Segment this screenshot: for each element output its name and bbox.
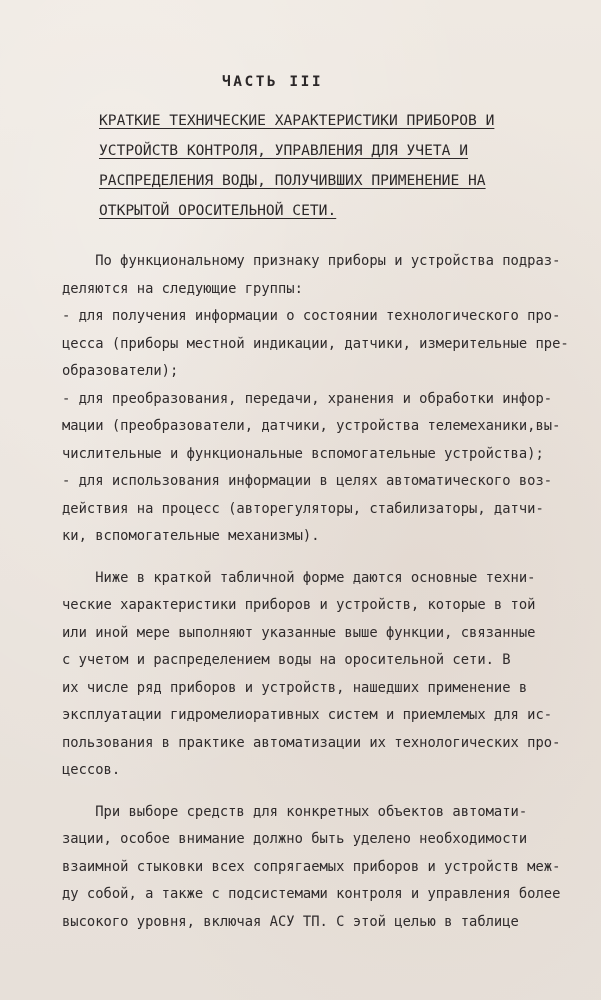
text-line: числительные и функциональные вспомогательные устройства); — [62, 445, 544, 462]
paragraph-characteristics — [62, 565, 562, 785]
text-line: с учетом и распределением воды на оросительной сети. В — [62, 652, 511, 668]
text-line: образователи); — [62, 363, 179, 379]
text-line: ки, вспомогательные механизмы). — [62, 528, 320, 544]
heading-line: КРАТКИЕ ТЕХНИЧЕСКИЕ ХАРАКТЕРИСТИКИ ПРИБОРОВ И — [99, 112, 495, 129]
heading-line: РАСПРЕДЕЛЕНИЯ ВОДЫ, ПОЛУЧИВШИХ ПРИМЕНЕНИЕ НА — [99, 172, 486, 189]
text-line: зации, особое внимание должно быть уделено необходимости — [62, 831, 528, 847]
paragraph-gap — [62, 551, 562, 565]
text-line: мации (преобразователи, датчики, устройства телемеханики,вы- — [62, 418, 561, 434]
text-line: взаимной стыковки всех сопрягаемых приборов и устройств меж- — [62, 858, 561, 875]
text-line: цессов. — [62, 762, 121, 778]
text-line: - для использования информации в целях автоматического воз- — [62, 473, 553, 489]
heading-line: УСТРОЙСТВ КОНТРОЛЯ, УПРАВЛЕНИЯ ДЛЯ УЧЕТА И — [99, 142, 469, 159]
heading-line: ОТКРЫТОЙ ОРОСИТЕЛЬНОЙ СЕТИ. — [99, 202, 337, 219]
text-line: Ниже в краткой табличной форме даются основные техни- — [62, 569, 536, 586]
text-line: их числе ряд приборов и устройств, нашедших применение в — [62, 679, 528, 696]
text-line: деляются на следующие группы: — [62, 280, 303, 297]
text-line: эксплуатации гидромелиоративных систем и приемлемых для ис- — [62, 707, 553, 723]
text-line: - для получения информации о состоянии технологического про- — [62, 308, 561, 324]
text-line: ду собой, а также с подсистемами контроля и управления более — [62, 886, 561, 902]
text-line: действия на процесс (авторегуляторы, стабилизаторы, датчи- — [62, 500, 544, 517]
section-heading — [99, 106, 519, 226]
text-line: или иной мере выполняют указанные выше функции, связанные — [62, 624, 536, 641]
text-line: цесса (приборы местной индикации, датчики, измерительные пре- — [62, 335, 569, 352]
paragraph-selection — [62, 799, 562, 937]
text-line: пользования в практике автоматизации их технологических про- — [62, 734, 561, 751]
text-line: высокого уровня, включая АСУ ТП. С этой целью в таблице — [62, 913, 519, 930]
body-text — [62, 248, 569, 936]
text-line: ческие характеристики приборов и устройств, которые в той — [62, 597, 536, 613]
text-line: - для преобразования, передачи, хранения и обработки инфор- — [62, 390, 553, 407]
paragraph-functional-groups — [62, 248, 569, 551]
part-title: ЧАСТЬ III — [222, 74, 324, 90]
paragraph-gap — [62, 785, 562, 799]
text-line: По функциональному признаку приборы и устройства подраз- — [62, 253, 561, 269]
text-line: При выборе средств для конкретных объектов автомати- — [62, 803, 528, 820]
